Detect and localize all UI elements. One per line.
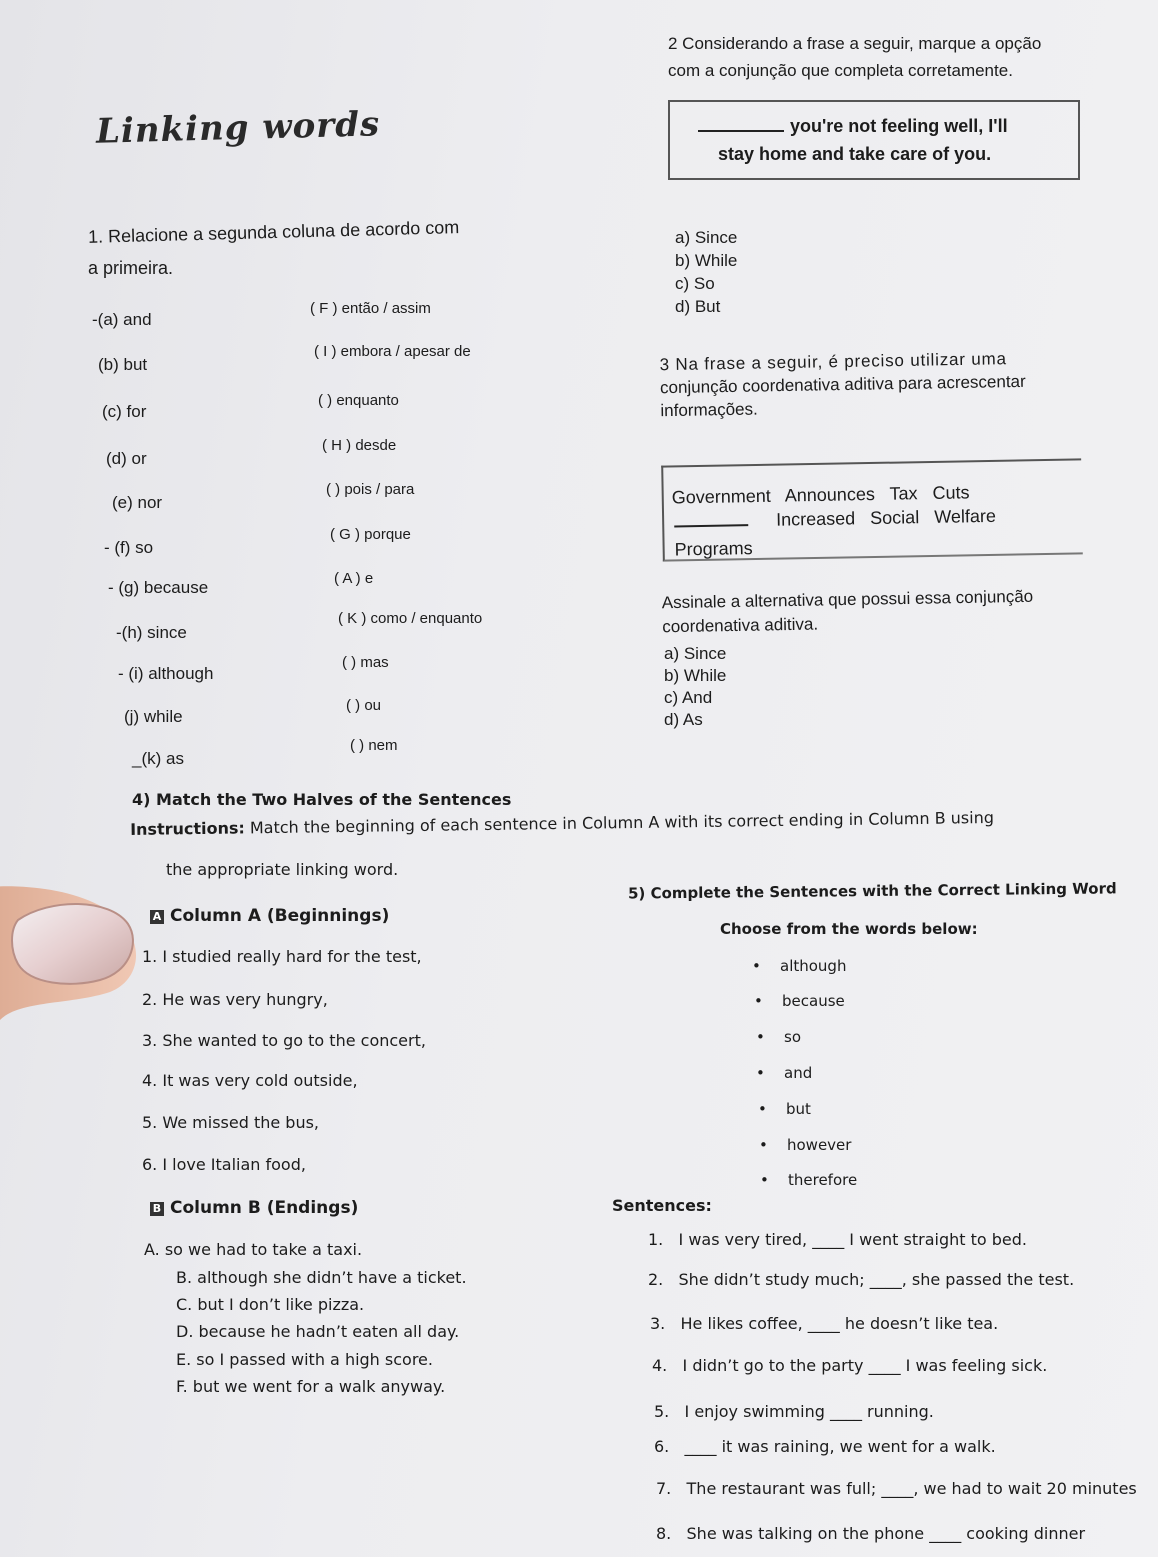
q4-column-b-item: C. but I don’t like pizza. (176, 1295, 365, 1314)
q1-line1: 1. Relacione a segunda coluna de acordo com (87, 217, 460, 247)
q5-sentence: 3. He likes coffee, ____ he doesn’t like tea. (650, 1314, 999, 1333)
q2-blank (698, 130, 784, 132)
q5-sentences-label: Sentences: (612, 1196, 712, 1215)
q4-column-b-title: B Column B (Endings) (150, 1198, 358, 1218)
q3-box-line3: Programs (674, 538, 753, 560)
q3-line2: conjunção coordenativa aditiva para acrescentar (659, 371, 1026, 398)
q5-sentence: 5. I enjoy swimming ____ running. (654, 1402, 934, 1421)
q4-title: 4) Match the Two Halves of the Sentences (132, 790, 512, 809)
q1-right-item: ( ) pois / para (326, 481, 415, 498)
q1-right-item: ( ) mas (342, 654, 389, 671)
q1-left-item: - (g) because (108, 578, 209, 597)
q3-blank-row: Increased Social Welfare (674, 506, 996, 533)
q1-right-item: ( I ) embora / apesar de (314, 343, 471, 360)
q3-option: b) While (664, 666, 727, 685)
q1-left-item: (b) but (98, 355, 148, 374)
q3-prompt-line1: Assinale a alternativa que possui essa conjunção (661, 586, 1034, 613)
q4-column-a-item: 1. I studied really hard for the test, (142, 947, 422, 966)
q4-column-b-item: D. because he hadn’t eaten all day. (176, 1322, 460, 1341)
q1-left-item: (j) while (124, 707, 183, 726)
q5-word: • but (786, 1100, 811, 1118)
q5-word: • although (780, 957, 846, 975)
q3-option: c) And (664, 688, 713, 707)
q1-left-item: -(h) since (116, 623, 187, 642)
q3-prompt (662, 585, 1034, 639)
q1-left-item: - (f) so (104, 538, 154, 557)
q4-column-a-item: 6. I love Italian food, (142, 1155, 306, 1174)
column-a-badge: A (150, 910, 164, 924)
q2-option: a) Since (675, 228, 738, 247)
q1-right-item: ( ) nem (350, 737, 398, 754)
q1-left-item: _(k) as (132, 749, 184, 768)
q3-prompt-line2: coordenativa aditiva. (662, 614, 819, 637)
fingernail (12, 904, 133, 984)
q2-options (675, 226, 737, 318)
q4-column-a-item: 3. She wanted to go to the concert, (142, 1031, 426, 1050)
q5-word: • because (782, 992, 845, 1010)
q4-column-b-item: A. so we had to take a taxi. (144, 1240, 363, 1259)
q2-line1: 2 Considerando a frase a seguir, marque a opção (668, 34, 1042, 53)
q1-left-item: - (i) although (118, 664, 214, 683)
q1-right-item: ( A ) e (334, 570, 374, 587)
q3-line1: 3 Na frase a seguir, é preciso utilizar uma (659, 349, 1007, 375)
q4-instructions-line2: the appropriate linking word. (166, 860, 399, 879)
q4-column-b-item: F. but we went for a walk anyway. (176, 1377, 446, 1396)
q1-line2: a primeira. (88, 258, 174, 278)
finger-image (0, 880, 150, 1557)
finger-skin (0, 886, 136, 1557)
q5-title: 5) Complete the Sentences with the Correct Linking Word (627, 879, 1117, 903)
q5-sentence: 8. She was talking on the phone ____ cooking dinner (656, 1524, 1086, 1543)
q4-column-b-item: B. although she didn’t have a ticket. (176, 1268, 467, 1287)
q1-right-item: ( H ) desde (322, 437, 397, 454)
q3-instruction (659, 347, 1026, 422)
q5-choose-label: Choose from the words below: (720, 920, 978, 938)
q3-option: a) Since (664, 644, 727, 663)
page-title: Linking words (95, 104, 381, 152)
q3-option: d) As (664, 710, 703, 729)
q2-sentence-box (668, 100, 1080, 180)
q1-left-item: (c) for (102, 402, 147, 421)
q1-left-item: (e) nor (112, 493, 163, 512)
q4-column-b-item: E. so I passed with a high score. (176, 1350, 433, 1369)
q2-line2: com a conjunção que completa corretamente. (668, 61, 1013, 80)
q4-column-a-item: 5. We missed the bus, (142, 1113, 320, 1132)
q2-option: b) While (675, 251, 738, 270)
q5-word: • however (787, 1136, 851, 1154)
q5-sentence: 4. I didn’t go to the party ____ I was feeling sick. (652, 1356, 1048, 1375)
q5-sentence: 7. The restaurant was full; ____, we had to wait 20 minutes (656, 1479, 1137, 1498)
q1-left-item: -(a) and (92, 310, 152, 329)
q1-right-item: ( ) enquanto (318, 392, 399, 409)
q3-options (664, 643, 726, 731)
q3-headline-box (661, 458, 1083, 561)
q2-instruction (668, 30, 1041, 84)
q3-box-line1: Government Announces Tax Cuts (671, 482, 970, 508)
q5-word: • so (784, 1028, 801, 1046)
q5-word: • therefore (788, 1171, 857, 1189)
q2-option: c) So (675, 274, 715, 293)
q2-box-line2: stay home and take care of you. (718, 144, 992, 164)
q3-blank (674, 524, 748, 527)
q4-column-a-item: 4. It was very cold outside, (142, 1071, 358, 1090)
q5-sentence: 6. ____ it was raining, we went for a walk. (654, 1437, 996, 1456)
q2-box-line1: you're not feeling well, I'll (698, 116, 1008, 137)
q1-left-item: (d) or (106, 449, 147, 468)
q1-right-item: ( ) ou (346, 697, 382, 714)
q1-right-item: ( F ) então / assim (310, 300, 431, 317)
q5-sentence: 1. I was very tired, ____ I went straight to bed. (648, 1230, 1028, 1249)
q4-column-a-title: A Column A (Beginnings) (150, 906, 389, 926)
q1-right-item: ( G ) porque (330, 526, 411, 543)
q4-instructions-line1: Instructions: Match the beginning of each sentence in Column A with its correct ending in Column B using (130, 807, 995, 839)
q3-line3: informações. (660, 399, 758, 421)
q5-sentence: 2. She didn’t study much; ____, she passed the test. (648, 1270, 1075, 1289)
column-b-badge: B (150, 1202, 164, 1216)
q1-right-item: ( K ) como / enquanto (338, 610, 483, 627)
q4-column-a-item: 2. He was very hungry, (142, 990, 328, 1009)
q2-option: d) But (675, 297, 721, 316)
q5-word: • and (784, 1064, 812, 1082)
